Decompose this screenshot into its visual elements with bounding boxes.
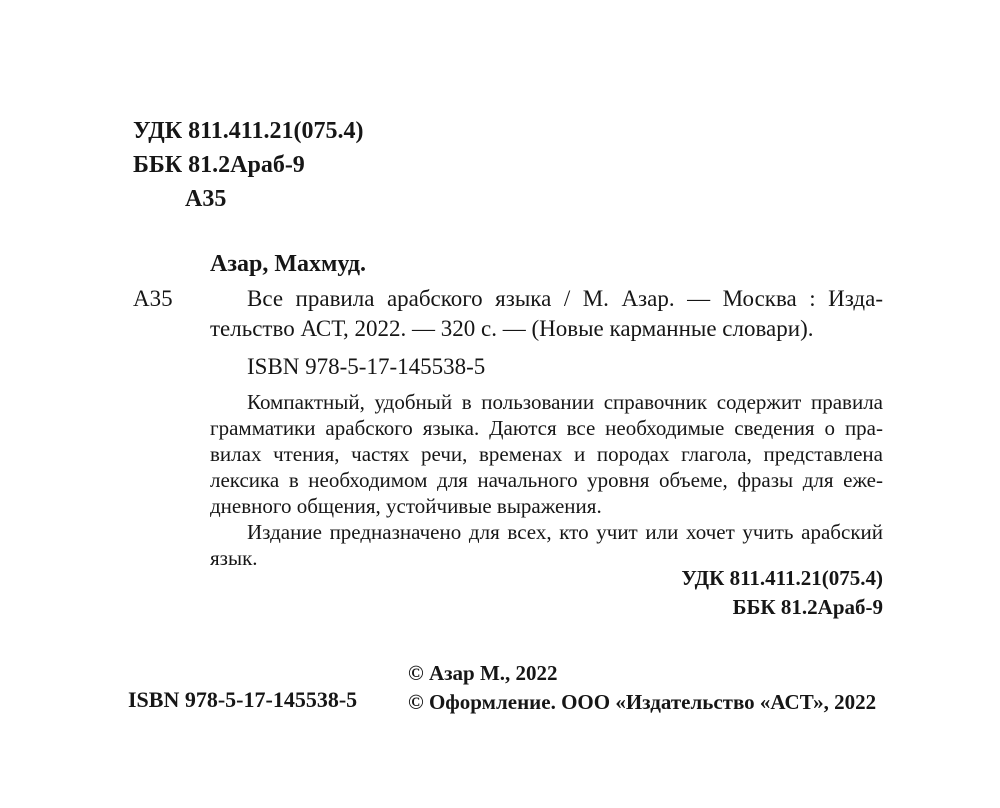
annotation-block xyxy=(210,389,883,571)
author-sign-code: А35 xyxy=(185,186,227,212)
bottom-classification-block xyxy=(681,564,883,622)
text-line: тельство АСТ, 2022. — 320 с. — (Новые карманные словари). xyxy=(210,316,814,341)
isbn-imprint: ISBN 978-5-17-145538-5 xyxy=(128,687,358,712)
copyright-author-line: © Азар М., 2022 xyxy=(408,661,558,685)
text-line: дневного общения, устойчивые выражения. xyxy=(210,494,602,518)
author-heading: Азар, Махмуд. xyxy=(210,251,366,277)
udk-code-repeat: УДК 811.411.21(075.4) xyxy=(681,566,883,590)
bbk-code: ББК 81.2Араб-9 xyxy=(133,152,305,178)
bibliographic-description xyxy=(210,284,883,344)
bbk-code-repeat: ББК 81.2Араб-9 xyxy=(732,595,883,619)
text-line: Компактный, удобный в пользовании справочник содержит правила xyxy=(247,390,883,414)
text-line: вилах чтения, частях речи, временах и породах глагола, представлена xyxy=(210,442,883,466)
copyright-lines xyxy=(408,659,876,717)
catalog-margin-code: А35 xyxy=(133,286,173,311)
text-line: Издание предназначено для всех, кто учит или хочет учить арабский xyxy=(247,520,883,544)
annotation-paragraph-1 xyxy=(210,389,883,519)
text-line: язык. xyxy=(210,546,258,570)
text-line: грамматики арабского языка. Даются все необходимые сведения о пра- xyxy=(210,416,883,440)
copyright-design-line: © Оформление. ООО «Издательство «АСТ», 2022 xyxy=(408,690,877,714)
isbn-catalog: ISBN 978-5-17-145538-5 xyxy=(247,354,486,379)
udk-code: УДК 811.411.21(075.4) xyxy=(133,118,364,144)
text-line: лексика в необходимом для начального уровня объеме, фразы для еже- xyxy=(210,468,883,492)
top-classification-block xyxy=(133,114,363,216)
text-line: Все правила арабского языка / М. Азар. — Москва : Изда- xyxy=(247,286,883,311)
